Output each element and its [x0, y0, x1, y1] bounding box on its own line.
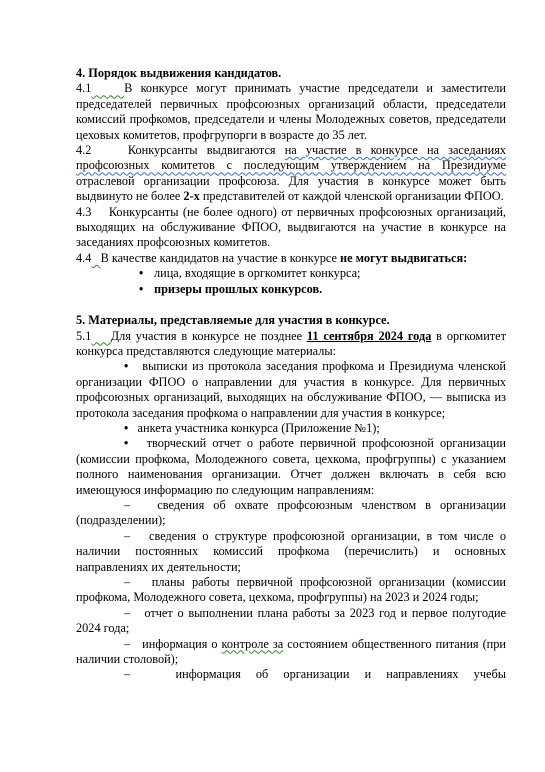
paragraph-text: Конкурсанты выдвигаются [127, 143, 285, 158]
paragraph-text-bold: не могут выдвигаться: [340, 250, 468, 265]
paragraph-4-3 [76, 205, 506, 251]
dash-icon: – [124, 497, 131, 512]
sub-list-item-text: планы работы первичной профсоюзной организации (комиссии профкома, Молодежного совета, цехкома, профгруппы) на 2023 и 2024 годы; [76, 575, 506, 605]
paragraph-text-marked: на участие в конкурсе на заседаниях профсоюзных комитетов с последующим утверждением на Президиуме [76, 143, 507, 173]
paragraph-4-4 [76, 251, 506, 266]
bullet-icon: • [124, 420, 129, 435]
list-item [76, 266, 506, 281]
section-5-heading: 5. Материалы, представляемые для участия в конкурсе. [76, 313, 390, 328]
paragraph-text: в оргкомитет конкурса представляются следующие материалы: [76, 328, 506, 358]
section-4-heading: 4. Порядок выдвижения кандидатов. [76, 66, 282, 80]
sub-list-item-text-marked: контроле за [221, 636, 284, 651]
paragraph-text: отраслевой организации профсоюза. Для участия в конкурсе может быть выдвинуто не более [76, 173, 506, 204]
spacer [76, 297, 506, 313]
paragraph-number: 4.2 [76, 143, 92, 158]
list-item [76, 436, 506, 498]
list-item [76, 421, 506, 436]
sub-list-item [76, 637, 506, 668]
paragraph-text: Для участия в конкурсе не позднее [110, 328, 307, 343]
dash-icon: – [124, 667, 131, 682]
list-item-text: творческий отчет о работе первичной профсоюзной организации (комиссии профкома, Молодежного совета, цехкома, профгруппы) с указанием полного наименования организации. Отчет должен включать в себя всю имеющуюся информацию по следующим направлениям: [76, 436, 506, 497]
paragraph-text: В качестве кандидатов на участие в конкурсе [100, 250, 341, 265]
sub-list-item [76, 498, 506, 529]
paragraph-text: представителей от каждой членской организации ФПОО. [199, 189, 504, 204]
dash-icon: – [124, 605, 131, 620]
paragraph-text-bold: 2-х [183, 189, 200, 204]
deadline-date: 11 сентября 2024 года [306, 328, 432, 343]
paragraph-number: 4.1 [76, 81, 92, 96]
list-item [76, 359, 506, 421]
paragraph-text: В конкурсе могут принимать участие председатели и заместители председателей первичных профсоюзных организаций области, председатели комиссий профкомов, председатели и члены Молодежных советов, председатели цеховых комитетов, профгрупорги в возрасте до 35 лет. [76, 81, 506, 142]
paragraph-number: 4.3 [76, 204, 92, 219]
sub-list-item-text: информация об организации и направлениях учебы [175, 667, 506, 682]
bullet-icon: • [139, 281, 144, 296]
paragraph-4-1 [76, 81, 506, 143]
sub-list-item-text: информация о [142, 636, 222, 651]
sub-list-item [76, 529, 506, 575]
list-item-text: выписки из протокола заседания профкома и Президиума членской организации ФПОО о направлении для участия в конкурсе. Для первичных профсоюзных организаций, выходящих на обслуживание ФПОО, — выписка из протокола заседания профкома о направлении для участия в конкурсе; [76, 359, 506, 420]
sub-list-item [76, 667, 506, 682]
dash-icon: – [124, 575, 131, 589]
paragraph-5-1 [76, 329, 506, 360]
list-item [76, 282, 506, 297]
list-item-text: анкета участника конкурса (Приложение №1); [137, 420, 380, 435]
paragraph-text: Конкурсанты (не более одного) от первичных профсоюзных организаций, выходящих на обслуживание ФПОО, выдвигаются на участие в конкурсе на заседаниях профсоюзных комитетов. [76, 204, 506, 250]
list-item-text: лица, входящие в оргкомитет конкурса; [154, 266, 361, 281]
dash-icon: – [124, 636, 131, 651]
sub-list-item-text: состоянием общественного питания (при наличии столовой); [76, 636, 506, 667]
sub-list-item [76, 575, 506, 606]
list-item-text: призеры прошлых конкурсов. [154, 281, 323, 296]
sub-list-item-text: сведения об охвате профсоюзным членством в организации (подразделении); [76, 497, 506, 528]
dash-icon: – [124, 528, 131, 543]
bullet-icon: • [139, 266, 144, 281]
paragraph-number: 4.4 [76, 250, 92, 265]
bullet-icon: • [124, 359, 129, 374]
bullet-icon: • [124, 436, 129, 451]
sub-list-item-text: сведения о структуре профсоюзной организации, в том числе о наличии постоянных комиссий профкома (перечислить) и основных направлениях их деятельности; [76, 528, 506, 574]
sub-list-item [76, 606, 506, 637]
paragraph-4-2 [76, 143, 506, 205]
paragraph-number: 5.1 [76, 328, 92, 343]
sub-list-item-text: отчет о выполнении плана работы за 2023 год и первое полугодие 2024 года; [76, 605, 506, 636]
